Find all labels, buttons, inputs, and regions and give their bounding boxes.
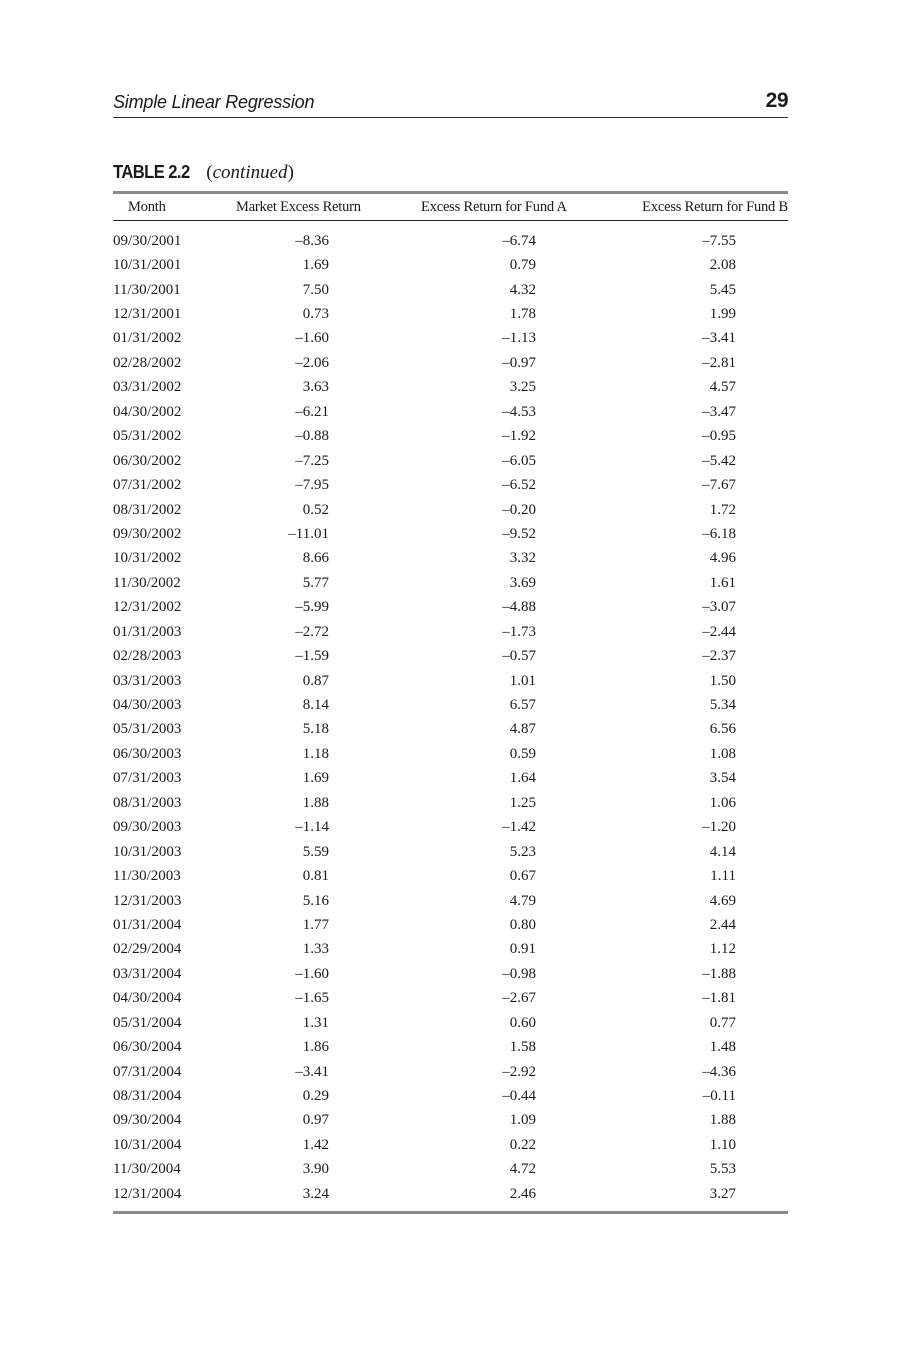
- cell-market-excess-return: –1.65: [295, 990, 329, 1007]
- cell-month: 11/30/2003: [113, 868, 181, 885]
- cell-fund-b: –3.07: [702, 599, 736, 616]
- table-row: [113, 1060, 788, 1084]
- table-row: [113, 221, 788, 254]
- cell-fund-b: 2.44: [709, 916, 736, 933]
- table-row: [113, 302, 788, 326]
- cell-market-excess-return: 1.31: [302, 1014, 329, 1031]
- cell-month: 03/31/2004: [113, 965, 182, 982]
- cell-month: 10/31/2002: [113, 550, 182, 567]
- table-row: [113, 742, 788, 766]
- cell-fund-b: 1.12: [709, 941, 736, 958]
- table-row: [113, 791, 788, 815]
- table-row: [113, 400, 788, 424]
- cell-fund-a: –4.88: [502, 599, 536, 616]
- cell-market-excess-return: 7.50: [302, 281, 329, 298]
- cell-fund-a: 0.67: [509, 868, 536, 885]
- cell-fund-b: –0.11: [702, 1088, 736, 1105]
- cell-fund-a: 6.57: [509, 697, 536, 714]
- cell-market-excess-return: –6.21: [295, 403, 329, 420]
- cell-fund-a: 0.80: [509, 916, 536, 933]
- cell-fund-a: –0.57: [502, 648, 536, 665]
- page-number: 29: [765, 89, 788, 112]
- cell-fund-a: –2.67: [502, 990, 536, 1007]
- continued-word: continued: [212, 162, 288, 183]
- cell-market-excess-return: 0.29: [302, 1088, 329, 1105]
- cell-fund-b: –3.47: [702, 403, 736, 420]
- table-row: [113, 425, 788, 449]
- cell-fund-b: 4.96: [709, 550, 736, 567]
- cell-market-excess-return: 0.52: [302, 501, 329, 518]
- table-row: [113, 449, 788, 473]
- cell-fund-a: 0.60: [509, 1014, 536, 1031]
- cell-fund-a: –6.05: [502, 452, 536, 469]
- cell-fund-a: 1.64: [509, 770, 536, 787]
- column-header-fund-a: Excess Return for Fund A: [413, 193, 613, 221]
- cell-fund-b: –2.81: [702, 354, 736, 371]
- table-row: [113, 693, 788, 717]
- cell-market-excess-return: 3.90: [302, 1161, 329, 1178]
- cell-fund-b: –2.37: [702, 648, 736, 665]
- cell-fund-b: 5.45: [709, 281, 736, 298]
- cell-fund-a: –1.92: [502, 428, 536, 445]
- cell-month: 10/31/2004: [113, 1136, 182, 1153]
- cell-month: 11/30/2004: [113, 1161, 181, 1178]
- cell-fund-a: –0.97: [502, 354, 536, 371]
- table-continued: [206, 162, 294, 183]
- cell-fund-b: 1.08: [709, 745, 736, 762]
- cell-fund-b: 3.54: [709, 770, 736, 787]
- cell-fund-a: 0.59: [509, 745, 536, 762]
- cell-fund-b: –1.81: [702, 990, 736, 1007]
- cell-market-excess-return: 5.16: [302, 892, 329, 909]
- cell-market-excess-return: 5.77: [302, 574, 329, 591]
- cell-market-excess-return: –7.95: [295, 477, 329, 494]
- cell-month: 07/31/2002: [113, 477, 182, 494]
- cell-month: 08/31/2004: [113, 1088, 182, 1105]
- table-body: [113, 221, 788, 1213]
- table-row: [113, 498, 788, 522]
- cell-fund-a: 1.78: [509, 306, 536, 323]
- cell-fund-a: –1.73: [502, 623, 536, 640]
- table-row: [113, 767, 788, 791]
- running-title: Simple Linear Regression: [113, 92, 315, 112]
- cell-market-excess-return: 1.33: [302, 941, 329, 958]
- cell-market-excess-return: 0.81: [302, 868, 329, 885]
- cell-fund-a: –0.44: [502, 1088, 536, 1105]
- cell-market-excess-return: 1.69: [302, 257, 329, 274]
- cell-market-excess-return: 1.88: [302, 794, 329, 811]
- cell-fund-a: 3.32: [509, 550, 536, 567]
- cell-market-excess-return: –1.14: [295, 819, 329, 836]
- cell-month: 09/30/2002: [113, 525, 182, 542]
- cell-market-excess-return: 1.18: [302, 745, 329, 762]
- cell-market-excess-return: –11.01: [288, 525, 329, 542]
- cell-market-excess-return: 3.63: [302, 379, 329, 396]
- table-row: [113, 1133, 788, 1157]
- cell-market-excess-return: 0.87: [302, 672, 329, 689]
- continued-open-paren: (: [206, 162, 213, 183]
- table-row: [113, 938, 788, 962]
- cell-month: 12/31/2002: [113, 599, 182, 616]
- table-row: [113, 253, 788, 277]
- cell-fund-a: –6.74: [502, 232, 536, 249]
- cell-market-excess-return: –1.60: [295, 965, 329, 982]
- table-row: [113, 913, 788, 937]
- cell-fund-a: –6.52: [502, 477, 536, 494]
- cell-market-excess-return: 0.73: [302, 306, 329, 323]
- cell-month: 05/31/2004: [113, 1014, 182, 1031]
- cell-month: 04/30/2003: [113, 697, 182, 714]
- cell-month: 12/31/2003: [113, 892, 182, 909]
- table-row: [113, 473, 788, 497]
- cell-fund-b: 1.50: [709, 672, 736, 689]
- table-row: [113, 987, 788, 1011]
- table-row: [113, 644, 788, 668]
- cell-fund-a: 2.46: [509, 1185, 536, 1202]
- cell-month: 11/30/2002: [113, 574, 181, 591]
- cell-month: 01/31/2004: [113, 916, 182, 933]
- cell-market-excess-return: –0.88: [295, 428, 329, 445]
- cell-month: 08/31/2002: [113, 501, 182, 518]
- cell-fund-b: 4.69: [709, 892, 736, 909]
- table-row: [113, 278, 788, 302]
- cell-month: 05/31/2003: [113, 721, 182, 738]
- table-row: [113, 1182, 788, 1212]
- table-row: [113, 596, 788, 620]
- cell-market-excess-return: 3.24: [302, 1185, 329, 1202]
- cell-fund-b: 1.06: [709, 794, 736, 811]
- cell-fund-a: 0.22: [509, 1136, 536, 1153]
- cell-fund-b: –1.20: [702, 819, 736, 836]
- cell-fund-a: –1.13: [502, 330, 536, 347]
- column-header-market-excess-return: Market Excess Return: [205, 193, 413, 221]
- cell-month: 12/31/2001: [113, 306, 182, 323]
- cell-fund-a: –2.92: [502, 1063, 536, 1080]
- table-row: [113, 669, 788, 693]
- cell-fund-b: 1.61: [709, 574, 736, 591]
- cell-fund-b: 1.10: [709, 1136, 736, 1153]
- cell-market-excess-return: –5.99: [295, 599, 329, 616]
- cell-market-excess-return: –3.41: [295, 1063, 329, 1080]
- cell-market-excess-return: –2.06: [295, 354, 329, 371]
- cell-market-excess-return: –1.60: [295, 330, 329, 347]
- cell-month: 07/31/2003: [113, 770, 182, 787]
- table-row: [113, 571, 788, 595]
- cell-month: 09/30/2001: [113, 232, 182, 249]
- running-head: [113, 88, 788, 118]
- table-row: [113, 1035, 788, 1059]
- table-row: [113, 1011, 788, 1035]
- cell-month: 10/31/2001: [113, 257, 182, 274]
- cell-fund-a: 1.25: [509, 794, 536, 811]
- cell-month: 04/30/2002: [113, 403, 182, 420]
- table-row: [113, 864, 788, 888]
- cell-fund-b: –0.95: [702, 428, 736, 445]
- cell-fund-b: 1.72: [709, 501, 736, 518]
- cell-month: 02/29/2004: [113, 941, 182, 958]
- cell-fund-b: 1.88: [709, 1112, 736, 1129]
- cell-market-excess-return: 5.18: [302, 721, 329, 738]
- cell-market-excess-return: 1.77: [302, 916, 329, 933]
- cell-month: 06/30/2003: [113, 745, 182, 762]
- cell-fund-a: –4.53: [502, 403, 536, 420]
- cell-fund-b: 3.27: [709, 1185, 736, 1202]
- continued-close-paren: ): [287, 162, 294, 183]
- cell-market-excess-return: 0.97: [302, 1112, 329, 1129]
- cell-fund-a: 0.79: [509, 257, 536, 274]
- cell-fund-b: 5.53: [709, 1161, 736, 1178]
- table-row: [113, 840, 788, 864]
- cell-fund-b: 2.08: [709, 257, 736, 274]
- cell-fund-b: 1.99: [709, 306, 736, 323]
- cell-month: 04/30/2004: [113, 990, 182, 1007]
- cell-fund-b: –2.44: [702, 623, 736, 640]
- cell-month: 10/31/2003: [113, 843, 182, 860]
- column-header-fund-b: Excess Return for Fund B: [613, 193, 788, 221]
- cell-market-excess-return: –8.36: [295, 232, 329, 249]
- cell-market-excess-return: –1.59: [295, 648, 329, 665]
- table-row: [113, 816, 788, 840]
- table-header-row: [113, 193, 788, 221]
- cell-month: 07/31/2004: [113, 1063, 182, 1080]
- table-label: TABLE 2.2: [113, 162, 190, 182]
- cell-fund-a: 4.72: [509, 1161, 536, 1178]
- cell-month: 03/31/2002: [113, 379, 182, 396]
- cell-fund-a: 3.25: [509, 379, 536, 396]
- cell-fund-a: 1.58: [509, 1039, 536, 1056]
- cell-fund-b: –7.55: [702, 232, 736, 249]
- cell-month: 02/28/2002: [113, 354, 182, 371]
- cell-month: 11/30/2001: [113, 281, 181, 298]
- cell-market-excess-return: 1.42: [302, 1136, 329, 1153]
- cell-market-excess-return: 1.86: [302, 1039, 329, 1056]
- cell-fund-b: 4.14: [709, 843, 736, 860]
- cell-month: 09/30/2004: [113, 1112, 182, 1129]
- table-row: [113, 620, 788, 644]
- table-row: [113, 522, 788, 546]
- cell-fund-b: 1.48: [709, 1039, 736, 1056]
- cell-market-excess-return: 5.59: [302, 843, 329, 860]
- table-row: [113, 718, 788, 742]
- cell-fund-b: 5.34: [709, 697, 736, 714]
- table-row: [113, 1084, 788, 1108]
- cell-month: 06/30/2004: [113, 1039, 182, 1056]
- cell-market-excess-return: –2.72: [295, 623, 329, 640]
- table-row: [113, 1109, 788, 1133]
- table-row: [113, 889, 788, 913]
- cell-fund-a: 4.79: [509, 892, 536, 909]
- cell-fund-a: –0.98: [502, 965, 536, 982]
- cell-month: 09/30/2003: [113, 819, 182, 836]
- cell-month: 08/31/2003: [113, 794, 182, 811]
- cell-fund-b: –1.88: [702, 965, 736, 982]
- cell-month: 12/31/2004: [113, 1185, 182, 1202]
- cell-fund-b: 4.57: [709, 379, 736, 396]
- column-header-month: Month: [113, 193, 205, 221]
- table-row: [113, 351, 788, 375]
- cell-fund-b: 1.11: [710, 868, 736, 885]
- cell-fund-b: –5.42: [702, 452, 736, 469]
- cell-fund-a: –9.52: [502, 525, 536, 542]
- cell-fund-b: 0.77: [709, 1014, 736, 1031]
- cell-month: 03/31/2003: [113, 672, 182, 689]
- cell-fund-a: 3.69: [509, 574, 536, 591]
- table-row: [113, 376, 788, 400]
- cell-fund-a: 5.23: [509, 843, 536, 860]
- table-row: [113, 1158, 788, 1182]
- cell-fund-a: 1.01: [509, 672, 536, 689]
- cell-market-excess-return: 8.14: [302, 697, 329, 714]
- cell-month: 01/31/2002: [113, 330, 182, 347]
- cell-fund-b: –4.36: [702, 1063, 736, 1080]
- cell-fund-a: 4.32: [509, 281, 536, 298]
- cell-fund-b: –6.18: [702, 525, 736, 542]
- cell-month: 02/28/2003: [113, 648, 182, 665]
- table-row: [113, 962, 788, 986]
- cell-fund-a: 1.09: [509, 1112, 536, 1129]
- cell-market-excess-return: 1.69: [302, 770, 329, 787]
- cell-fund-b: 6.56: [709, 721, 736, 738]
- table-row: [113, 327, 788, 351]
- cell-market-excess-return: 8.66: [302, 550, 329, 567]
- cell-month: 01/31/2003: [113, 623, 182, 640]
- cell-fund-a: –1.42: [502, 819, 536, 836]
- cell-fund-b: –7.67: [702, 477, 736, 494]
- cell-fund-b: –3.41: [702, 330, 736, 347]
- table-row: [113, 547, 788, 571]
- cell-market-excess-return: –7.25: [295, 452, 329, 469]
- cell-month: 05/31/2002: [113, 428, 182, 445]
- table-caption: [113, 162, 294, 184]
- cell-fund-a: –0.20: [502, 501, 536, 518]
- cell-fund-a: 0.91: [509, 941, 536, 958]
- cell-fund-a: 4.87: [509, 721, 536, 738]
- cell-month: 06/30/2002: [113, 452, 182, 469]
- data-table: [113, 191, 788, 1214]
